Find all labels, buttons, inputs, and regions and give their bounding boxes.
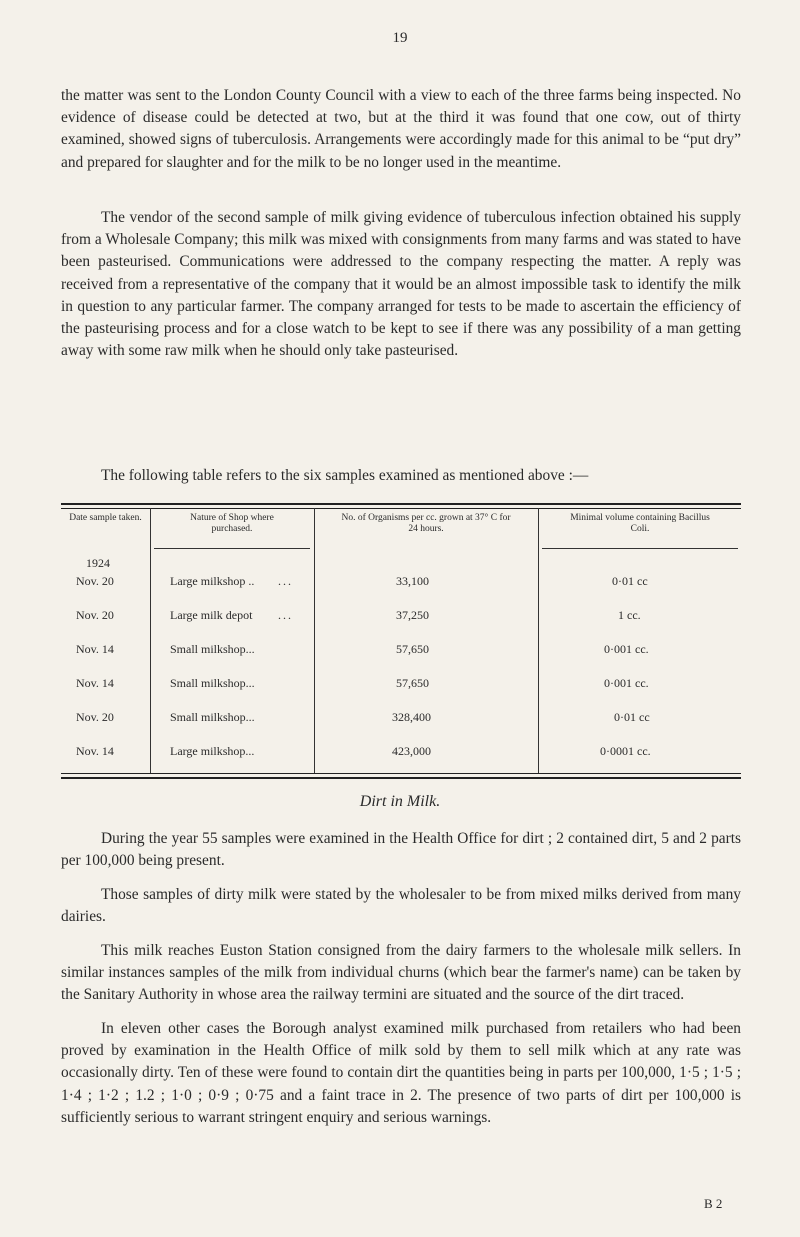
page-number: 19: [392, 30, 408, 46]
header-organisms: No. of Organisms per cc. grown at 37° C for 24 hours.: [341, 513, 511, 534]
table-cell-shop: Large milkshop ..: [170, 574, 255, 588]
header-shop: Nature of Shop where purchased.: [190, 513, 274, 534]
table-header-rule: [542, 548, 738, 549]
paragraph-mixed-milks: Those samples of dirty milk were stated by the wholesaler to be from mixed milks derived from many dairies.: [61, 886, 741, 926]
table-cell-volume: 0·01 cc: [614, 710, 650, 724]
paragraph-euston: This milk reaches Euston Station consigned from the dairy farmers to the wholesale milk sellers. In similar instances samples of the milk from individual churns (which bear the farmer's name) can be taken by the Sanitary Authority in whose area the railway termini are situated and the source of the dirt traced.: [61, 942, 741, 1004]
table-cell-date: Nov. 14: [76, 676, 114, 690]
table-cell-date: Nov. 14: [76, 744, 114, 758]
table-top-rule: [61, 503, 741, 509]
section-heading: Dirt in Milk.: [359, 793, 441, 810]
table-cell-shop: Small milkshop...: [170, 676, 255, 690]
table-cell-date: Nov. 20: [76, 710, 114, 724]
paragraph-dirt-samples: During the year 55 samples were examined in the Health Office for dirt ; 2 contained dirt, 5 and 2 parts per 100,000 being present.: [61, 830, 741, 870]
table-cell-shop: Small milkshop...: [170, 710, 255, 724]
header-date: Date sample taken.: [69, 513, 142, 523]
paragraph-continuation: the matter was sent to the London County Council with a view to each of the three farms being inspected. No evidence of disease could be detected at two, but at the third it was found that one cow, out of thirty examined, showed signs of tuberculosis. Arrangements were accordingly made for this animal to be “put dry” and prepared for slaughter and for the milk to be no longer used in the meantime.: [61, 87, 741, 171]
table-cell-organisms: 57,650: [396, 676, 429, 690]
table-col-divider: [314, 508, 315, 774]
table-year: 1924: [86, 556, 110, 570]
table-col-divider: [150, 508, 151, 774]
table-cell-shop: Small milkshop...: [170, 642, 255, 656]
table-cell-organisms: 37,250: [396, 608, 429, 622]
table-bottom-rule: [61, 773, 741, 779]
table-cell-date: Nov. 14: [76, 642, 114, 656]
table-cell-date: Nov. 20: [76, 608, 114, 622]
table-cell-shop: Large milk depot: [170, 608, 253, 622]
signature-mark: B 2: [704, 1196, 723, 1211]
table-cell-organisms: 423,000: [392, 744, 431, 758]
table-col-divider: [538, 508, 539, 774]
table-leader: ...: [278, 608, 293, 622]
table-cell-organisms: 328,400: [392, 710, 431, 724]
table-cell-organisms: 33,100: [396, 574, 429, 588]
table-header-rule: [154, 548, 310, 549]
table-cell-organisms: 57,650: [396, 642, 429, 656]
table-cell-volume: 0·01 cc: [612, 574, 648, 588]
table-cell-date: Nov. 20: [76, 574, 114, 588]
paragraph-analyst: In eleven other cases the Borough analyst examined milk purchased from retailers who had been proved by examination in the Health Office of milk sold by them to sell milk which at any rate was occasionally dirty. Ten of these were found to contain dirt the quantities being in parts per 100,000, 1·5 ; 1·5 ; 1·4 ; 1·2 ; 1.2 ; 1·0 ; 0·9 ; 0·75 and a faint trace in 2. The presence of two parts of dirt per 100,000 is sufficiently serious to warrant stringent enquiry and serious warnings.: [61, 1020, 741, 1126]
paragraph-vendor: The vendor of the second sample of milk giving evidence of tuberculous infection obtained his supply from a Wholesale Company; this milk was mixed with consignments from many farms and was stated to have been pasteurised. Communications were addressed to the company respecting the matter. A reply was received from a representative of the company that it would be an almost impossible task to identify the milk in question to any particular farmer. The company arranged for tests to be made to ascertain the efficiency of the pasteurising process and for a close watch to be kept to see if there was any possibility of a man getting away with some raw milk when he should only take pasteurised.: [61, 209, 741, 360]
table-cell-volume: 0·001 cc.: [604, 642, 649, 656]
table-cell-volume: 0·0001 cc.: [600, 744, 651, 758]
table-leader: ...: [278, 574, 293, 588]
header-volume: Minimal volume containing Bacillus Coli.: [570, 513, 710, 534]
table-cell-volume: 0·001 cc.: [604, 676, 649, 690]
table-intro: The following table refers to the six samples examined as mentioned above :—: [101, 467, 589, 484]
table-cell-shop: Large milkshop...: [170, 744, 255, 758]
table-cell-volume: 1 cc.: [618, 608, 641, 622]
